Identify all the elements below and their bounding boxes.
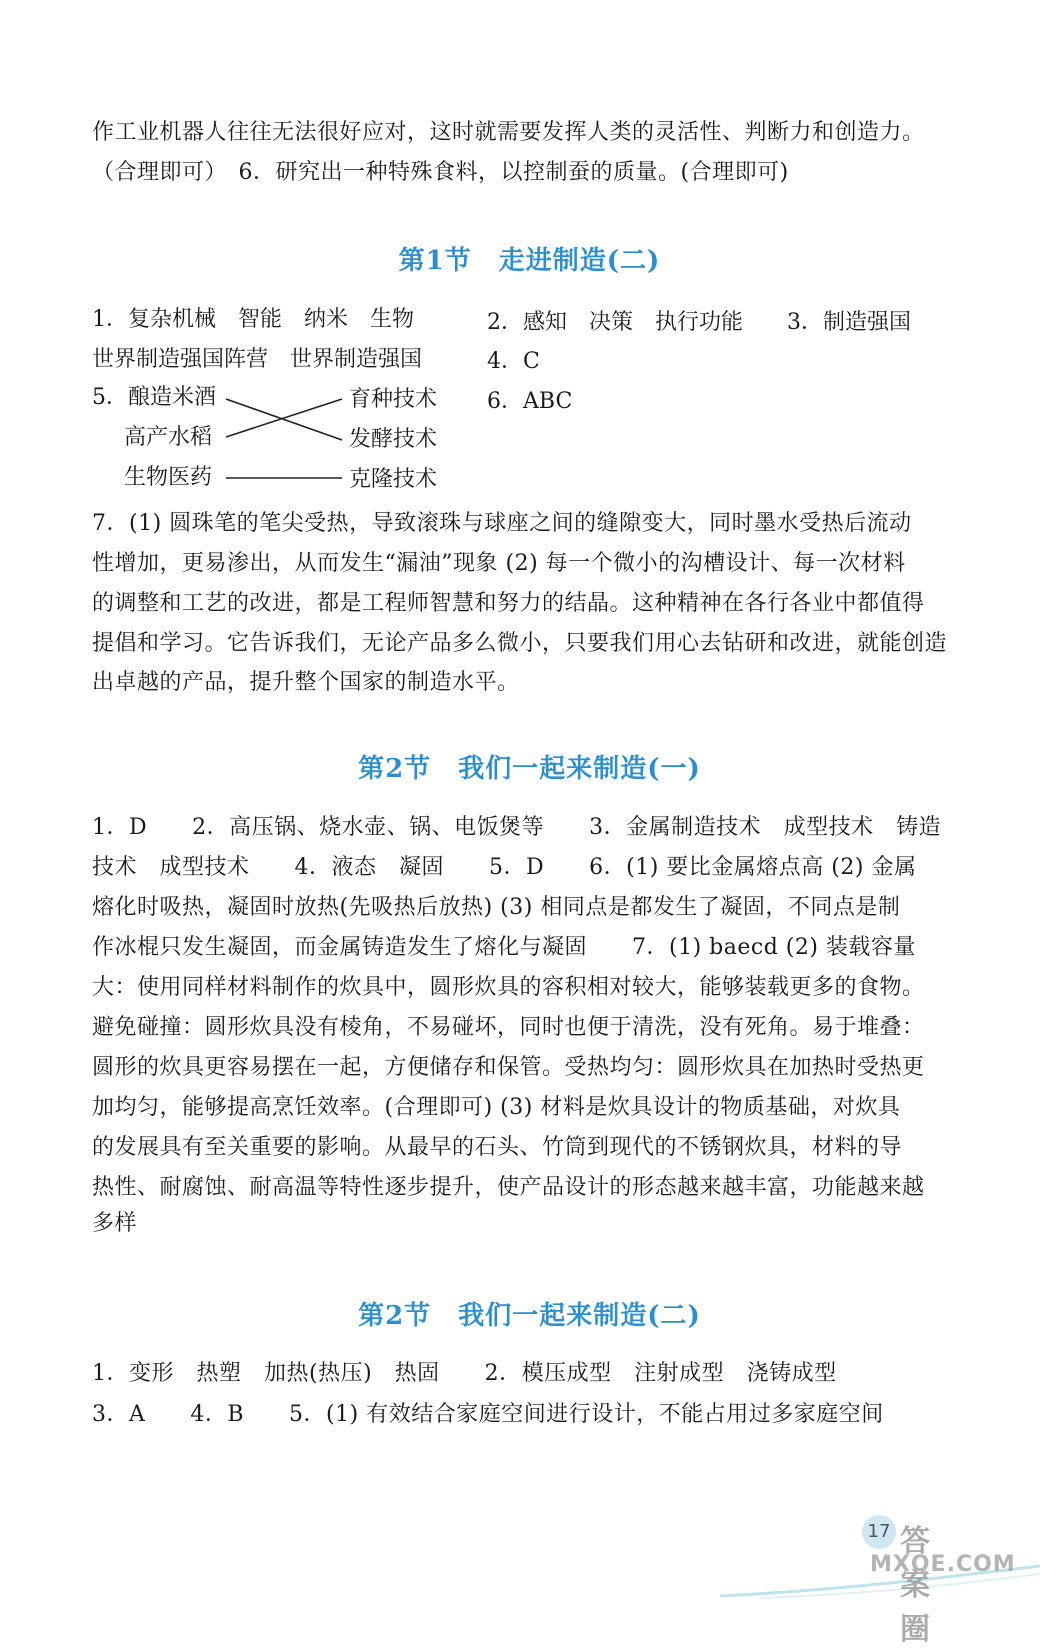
s2-line-3: 熔化时吸热，凝固时放热(先吸热后放热) (3) 相同点是都发生了凝固，不同点是制 (92, 895, 901, 920)
section-3-title: 第2节 我们一起来制造(二) (358, 1301, 701, 1331)
s1-q5-right-3: 克隆技术 (349, 467, 438, 492)
s2-line-7: 圆形的炊具更容易摆在一起，方便储存和保管。受热均匀：圆形炊具在加热时受热更 (92, 1055, 925, 1080)
s1-q5-left-3: 生物医药 (124, 465, 213, 490)
intro-line-1: 作工业机器人往往无法很好应对，这时就需要发挥人类的灵活性、判断力和创造力。 (92, 120, 925, 145)
s1-q7-line-2: 性增加，更易渗出，从而发生“漏油”现象 (2) 每一个微小的沟槽设计、每一次材料 (92, 551, 906, 576)
s1-q4: 4．C (487, 349, 540, 374)
s1-q5-right-2: 发酵技术 (349, 427, 438, 452)
s2-line-2: 技术 成型技术 4．液态 凝固 5．D 6．(1) 要比金属熔点高 (2) 金属 (92, 855, 917, 880)
s2-line-9: 的发展具有至关重要的影响。从最早的石头、竹筒到现代的不锈钢炊具，材料的导 (92, 1135, 903, 1160)
match-line-rice-to-breeding (226, 399, 342, 437)
s1-q5-right-1: 育种技术 (349, 387, 438, 412)
s2-line-10: 热性、耐腐蚀、耐高温等特性逐步提升，使产品设计的形态越来越丰富，功能越来越 (92, 1175, 925, 1200)
s2-line-4: 作冰棍只发生凝固，而金属铸造发生了熔化与凝固 7．(1) baecd (2) 装载容量 (92, 935, 916, 960)
intro-line-2: （合理即可） 6．研究出一种特殊食料，以控制蚕的质量。(合理即可) (92, 160, 789, 185)
s1-q7-line-1: 7．(1) 圆珠笔的笔尖受热，导致滚珠与球座之间的缝隙变大，同时墨水受热后流动 (92, 511, 912, 536)
s2-line-8: 加均匀，能够提高烹饪效率。(合理即可) (3) 材料是炊具设计的物质基础，对炊具 (92, 1095, 901, 1120)
s3-line-2: 3．A 4．B 5．(1) 有效结合家庭空间进行设计，不能占用过多家庭空间 (92, 1402, 884, 1427)
s1-q6: 6．ABC (487, 389, 573, 414)
s1-q2-q3: 2．感知 决策 执行功能 3．制造强国 (487, 310, 911, 335)
s3-line-1: 1．变形 热塑 加热(热压) 热固 2．模压成型 注射成型 浇铸成型 (92, 1361, 837, 1386)
s1-q1-line-b: 世界制造强国阵营 世界制造强国 (92, 347, 423, 372)
s1-q5-left-1: 5．酿造米酒 (92, 385, 216, 410)
s2-line-1: 1．D 2．高压锅、烧水壶、锅、电饭煲等 3．金属制造技术 成型技术 铸造 (92, 815, 942, 840)
s2-line-11: 多样 (92, 1211, 138, 1236)
s2-line-6: 避免碰撞：圆形炊具没有棱角，不易碰坏，同时也便于清洗，没有死角。易于堆叠： (92, 1015, 925, 1040)
s1-q5-left-2: 高产水稻 (124, 425, 213, 450)
s1-q7-line-3: 的调整和工艺的改进，都是工程师智慧和努力的结晶。这种精神在各行各业中都值得 (92, 591, 925, 616)
section-2-title: 第2节 我们一起来制造(一) (358, 754, 701, 784)
s2-line-5: 大：使用同样材料制作的炊具中，圆形炊具的容积相对较大，能够装载更多的食物。 (92, 975, 925, 1000)
page-number: 17 (862, 1515, 896, 1549)
s1-q7-line-5: 出卓越的产品，提升整个国家的制造水平。 (92, 670, 520, 695)
watermark-top-text: 答案圈 (900, 1524, 932, 1647)
s1-q1-line-a: 1．复杂机械 智能 纳米 生物 (92, 307, 414, 332)
match-line-rice-wine-to-fermentation (226, 399, 342, 440)
s1-q7-line-4: 提倡和学习。它告诉我们，无论产品多么微小，只要我们用心去钻研和改进，就能创造 (92, 631, 948, 656)
watermark-bottom-text: MXQE.COM (870, 1552, 1016, 1577)
section-1-title: 第1节 走进制造(二) (398, 246, 661, 276)
